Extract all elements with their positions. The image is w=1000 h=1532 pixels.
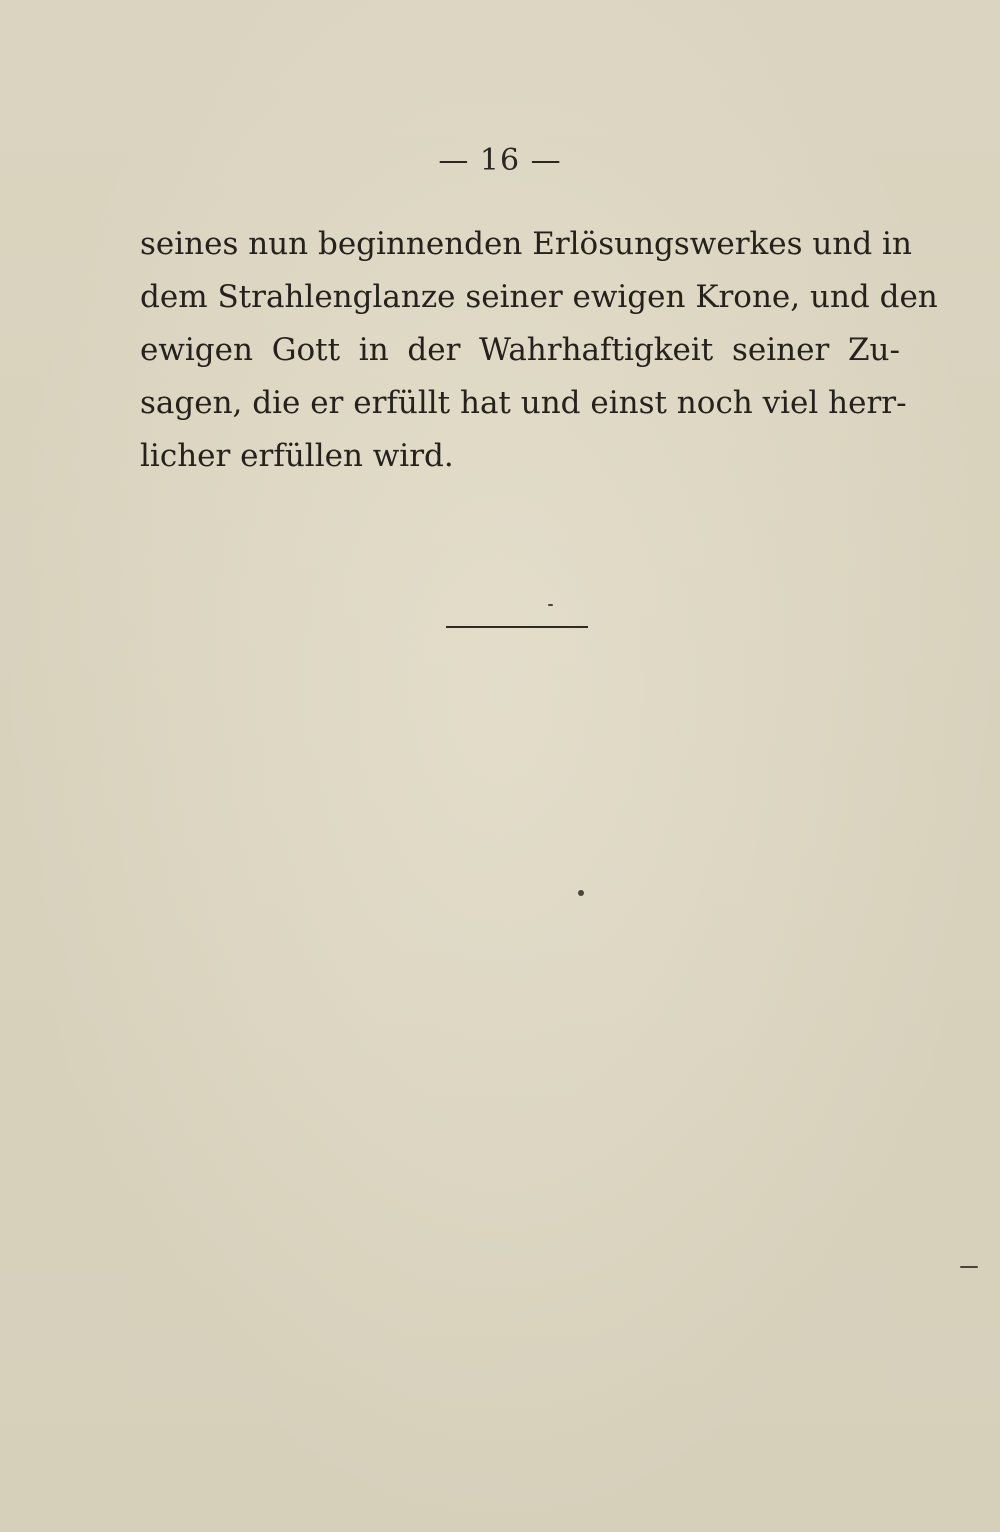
paragraph bbox=[140, 218, 938, 483]
text-line-1: seines nun beginnenden Erlösungswerkes und in bbox=[140, 226, 912, 262]
page-number: — 16 — bbox=[438, 143, 562, 178]
paper-speck bbox=[578, 890, 584, 896]
text-line-2: dem Strahlenglanze seiner ewigen Krone, und den bbox=[140, 279, 938, 315]
text-line-3: ewigen Gott in der Wahrhaftigkeit seiner Zu- bbox=[140, 332, 900, 368]
section-divider bbox=[446, 626, 588, 628]
paper-speck bbox=[548, 604, 553, 606]
paper-speck bbox=[960, 1266, 978, 1268]
text-line-5: licher erfüllen wird. bbox=[140, 438, 454, 474]
text-line-4: sagen, die er erfüllt hat und einst noch viel herr- bbox=[140, 385, 907, 421]
